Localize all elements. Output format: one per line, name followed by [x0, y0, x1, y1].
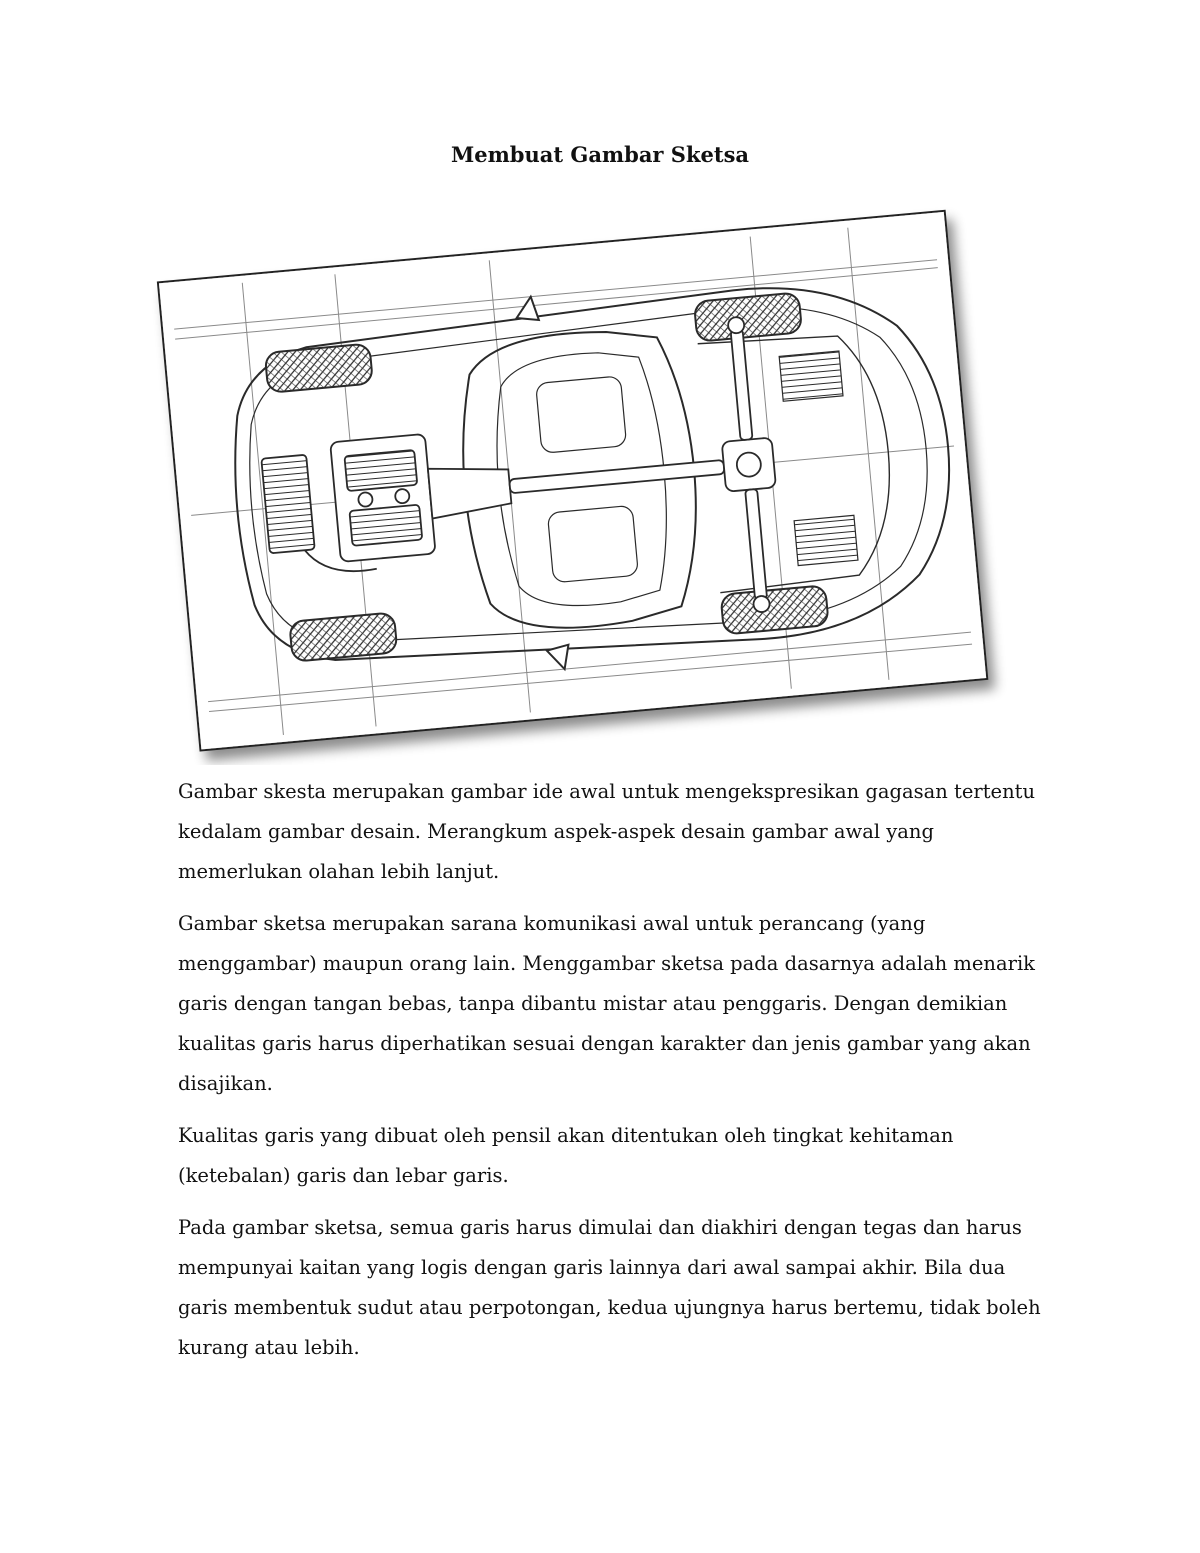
sketch-card: [158, 211, 987, 751]
body-text: [178, 772, 1058, 1380]
paragraph-2: Gambar sketsa merupakan sarana komunikasi awal untuk perancang (yang menggambar) maupun orang lain. Menggambar sketsa pada dasarnya adalah menarik garis dengan tangan bebas, tanpa dibantu mistar atau penggaris. Dengan demikian kualitas garis harus diperhatikan sesuai dengan karakter dan jenis gambar yang akan disajikan.: [178, 912, 1035, 1095]
paragraph-4: Pada gambar sketsa, semua garis harus dimulai dan diakhiri dengan tegas dan harus mempunyai kaitan yang logis dengan garis lainnya dari awal sampai akhir. Bila dua garis membentuk sudut atau perpotongan, kedua ujungnya harus bertemu, tidak boleh kurang atau lebih.: [178, 1216, 1041, 1359]
paragraph-1: Gambar skesta merupakan gambar ide awal untuk mengekspresikan gagasan tertentu kedalam gambar desain. Merangkum aspek-aspek desain gambar awal yang memerlukan olahan lebih lanjut.: [178, 780, 1036, 883]
car-sketch-figure: [150, 205, 1010, 765]
page-title: Membuat Gambar Sketsa: [450, 142, 750, 167]
paragraph-3: Kualitas garis yang dibuat oleh pensil akan ditentukan oleh tingkat kehitaman (ketebalan) garis dan lebar garis.: [178, 1124, 954, 1187]
